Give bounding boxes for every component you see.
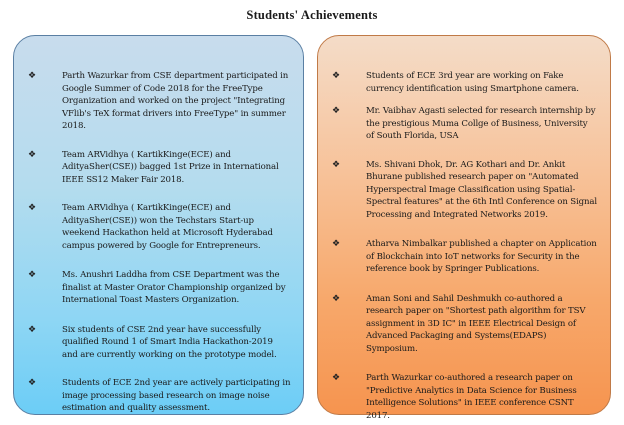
- list-item: [28, 70, 291, 133]
- list-item: [332, 105, 598, 143]
- diamond-bullet-icon: ❖: [332, 373, 340, 383]
- left-achievements-panel: [13, 35, 304, 415]
- list-item: [332, 372, 598, 422]
- diamond-bullet-icon: ❖: [332, 239, 340, 249]
- list-item: [332, 293, 598, 356]
- list-item: [332, 238, 598, 276]
- achievement-text: Team ARVidhya ( KartikKinge(ECE) and AdityaSher(CSE)) won the Techstars Start-up weekend Hackathon held at Microsoft Hyderabad campus powered by Google for Entrepreneurs.: [62, 203, 273, 251]
- achievement-text: Mr. Vaibhav Agasti selected for research internship by the prestigious Muma Collge of Business, University of South Florida, USA: [366, 106, 596, 141]
- achievement-text: Students of ECE 3rd year are working on Fake currency identification using Smartphone camera.: [366, 71, 579, 94]
- diamond-bullet-icon: ❖: [28, 378, 36, 388]
- diamond-bullet-icon: ❖: [28, 149, 36, 160]
- achievement-text: Parth Wazurkar co-authored a research paper on "Predictive Analytics in Data Science for Business Intelligence Solutions" in IEEE conference CSNT 2017.: [366, 373, 577, 421]
- diamond-bullet-icon: ❖: [332, 159, 340, 170]
- diamond-bullet-icon: ❖: [332, 293, 340, 304]
- diamond-bullet-icon: ❖: [28, 324, 36, 335]
- list-item: [332, 70, 598, 95]
- achievement-text: Students of ECE 2nd year are actively participating in image processing based research on image noise estimation and quality assessment.: [62, 378, 291, 413]
- diamond-bullet-icon: ❖: [28, 270, 36, 280]
- achievement-text: Six students of CSE 2nd year have successfully qualified Round 1 of Smart India Hackathon-2019 and are currently working on the prototype model.: [62, 324, 277, 360]
- diamond-bullet-icon: ❖: [28, 71, 36, 81]
- list-item: [28, 324, 291, 362]
- diamond-bullet-icon: ❖: [332, 71, 340, 81]
- list-item: [28, 269, 291, 307]
- list-item: [28, 149, 291, 187]
- list-item: [332, 159, 598, 222]
- right-achievements-list: [332, 70, 598, 422]
- achievement-text: Team ARVidhya ( KartikKinge(ECE) and AdityaSher(CSE)) bagged 1st Prize in International IEEE SS12 Maker Fair 2018.: [62, 149, 279, 185]
- list-item: [28, 377, 291, 415]
- achievement-text: Parth Wazurkar from CSE department participated in Google Summer of Code 2018 for the FreeType Organization and worked on the project "Integrating VFlib's TeX format drivers into FreeType" in summer 2018.: [62, 71, 289, 131]
- achievement-text: Ms. Anushri Laddha from CSE Department was the finalist at Master Orator Championship organized by International Toast Masters Organization.: [62, 270, 286, 305]
- achievement-text: Atharva Nimbalkar published a chapter on Application of Blockchain into IoT networks for Security in the reference book by Springer Publications.: [366, 239, 597, 274]
- left-achievements-list: [28, 70, 291, 415]
- diamond-bullet-icon: ❖: [332, 106, 340, 116]
- right-achievements-panel: [317, 35, 611, 421]
- achievement-text: Ms. Shivani Dhok, Dr. AG Kothari and Dr. Ankit Bhurane published research paper on "Automated Hyperspectral Image Classification using Spatial-Spectral features" at the 6th Intl Conference on Signal Processing and Integrated Networks 2019.: [366, 159, 597, 220]
- diamond-bullet-icon: ❖: [28, 203, 36, 213]
- list-item: [28, 202, 291, 252]
- achievement-text: Aman Soni and Sahil Deshmukh co-authored a research paper on "Shortest path algorithm for TSV assignment in 3D IC" in IEEE Electrical Design of Advanced Packaging and Systems(EDAPS) Symposium.: [366, 293, 586, 354]
- page-title: Students' Achievements: [246, 8, 378, 22]
